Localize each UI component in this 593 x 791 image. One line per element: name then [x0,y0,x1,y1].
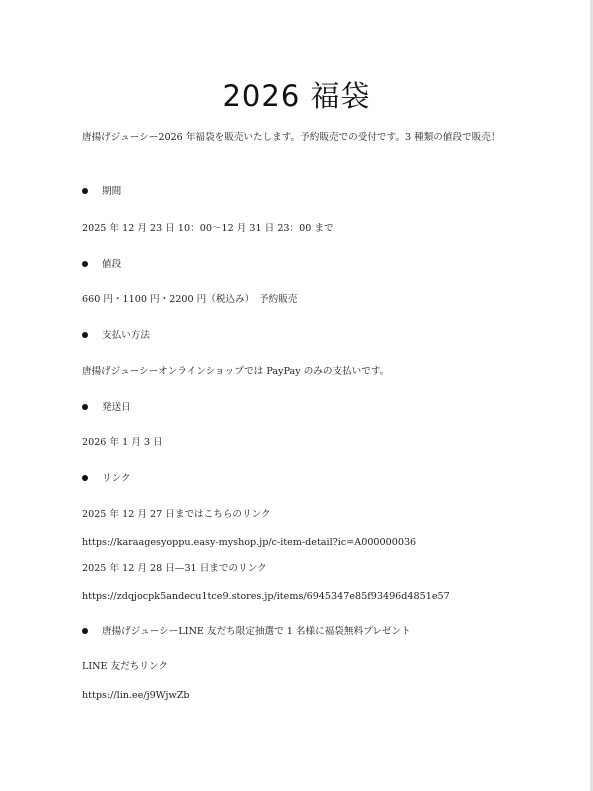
bullet-item-price [82,255,121,275]
bullet-heading: 支払い方法 [102,330,150,341]
price-text: 660 円・1100 円・2200 円（税込み） 予約販売 [82,294,298,305]
link-note-28-31: 2025 年 12 月 28 日—31 日までのリンク [82,563,267,574]
shipping-text: 2026 年 1 月 3 日 [82,437,163,448]
bullet-item-line-campaign [82,622,411,642]
bullet-item-period [82,182,121,202]
bullet-dot-icon [82,628,88,634]
bullet-dot-icon [82,261,88,267]
line-friend-link-label: LINE 友だちリンク [82,661,168,672]
bullet-heading: 発送日 [102,402,131,413]
payment-text: 唐揚げジューシーオンラインショップでは PayPay のみの支払いです。 [82,366,390,377]
period-text: 2025 年 12 月 23 日 10：00〜12 月 31 日 23：00 まで [82,223,334,234]
bullet-dot-icon [82,332,88,338]
bullet-dot-icon [82,475,88,481]
bullet-heading: リンク [102,473,131,484]
bullet-heading: 期間 [102,186,122,197]
link-url-stores[interactable]: https://zdqjocpk5andecu1tce9.stores.jp/items/6945347e85f93496d4851e57 [82,591,450,602]
link-url-easy-myshop[interactable]: https://karaagesyoppu.easy-myshop.jp/c-item-detail?ic=A000000036 [82,537,417,548]
bullet-item-payment [82,326,150,346]
link-note-until-27: 2025 年 12 月 27 日まではこちらのリンク [82,509,271,520]
bullet-dot-icon [82,188,88,194]
line-friend-link-url[interactable]: https://lin.ee/j9WjwZb [82,690,190,701]
bullet-item-links [82,469,131,489]
bullet-heading: 値段 [102,259,122,270]
bullet-heading: 唐揚げジューシーLINE 友だち限定抽選で 1 名様に福袋無料プレゼント [102,626,411,637]
bullet-item-shipping [82,398,131,418]
intro-paragraph: 唐揚げジューシー2026 年福袋を販売いたします。予約販売での受付です。3 種類の値段で販売！ [82,132,501,143]
bullet-dot-icon [82,404,88,410]
page-title: 2026 福袋 [222,79,371,113]
